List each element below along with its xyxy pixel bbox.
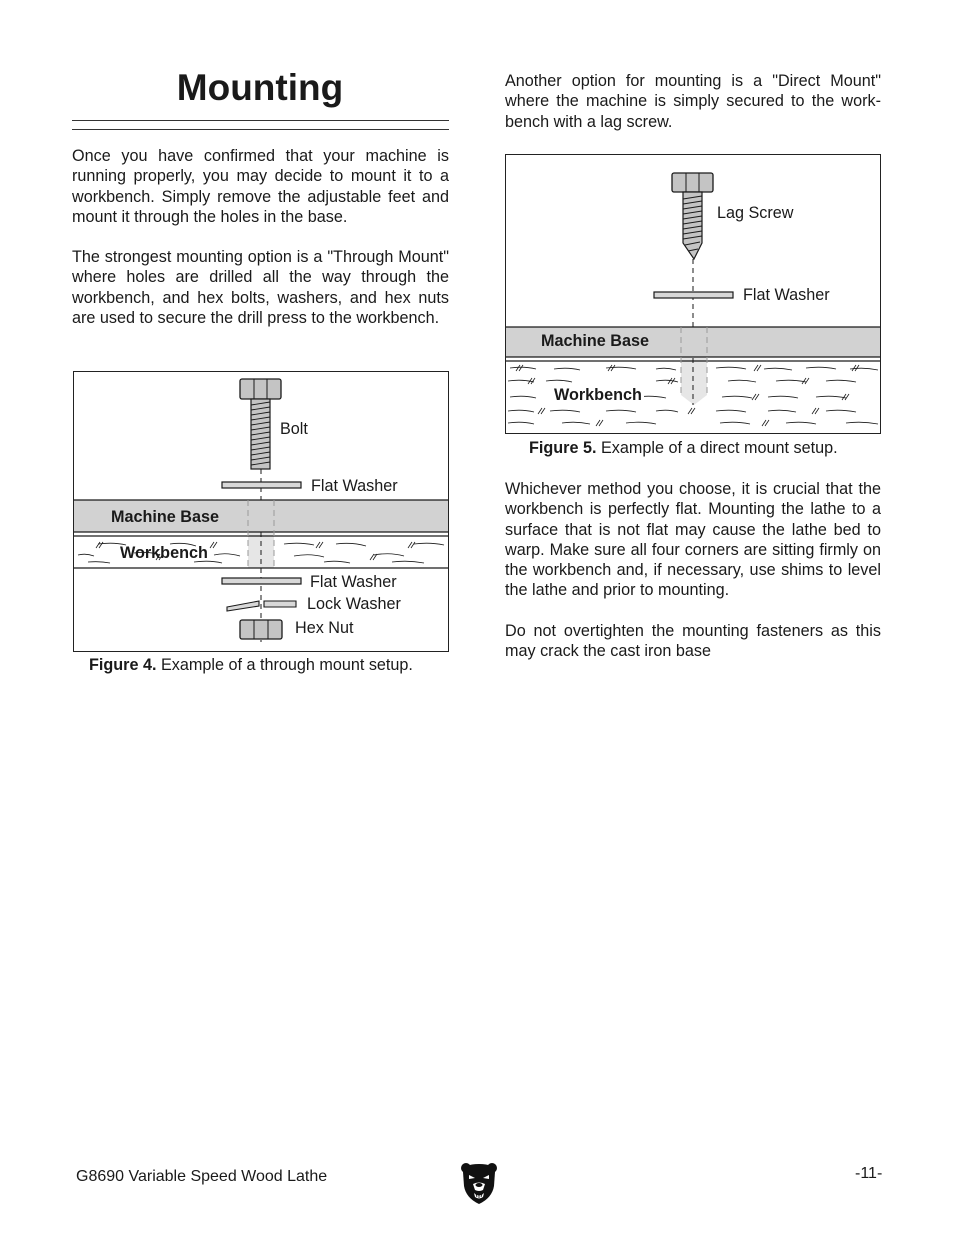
fig5-label-lag-screw: Lag Screw: [717, 204, 794, 222]
page-title: Mounting: [176, 67, 344, 108]
fig5-flat-washer: [654, 292, 733, 298]
fig4-label-machine-base: Machine Base: [111, 508, 219, 526]
figure-5-caption: [529, 438, 838, 458]
fig4-label-workbench: Workbench: [120, 544, 208, 562]
footer-model-name: G8690 Variable Speed Wood Lathe: [76, 1168, 328, 1185]
figure-5-caption-label: Figure 5.: [529, 439, 597, 457]
fig4-label-flat-washer-top: Flat Washer: [311, 477, 398, 495]
footer-page-number: -11-: [855, 1165, 883, 1182]
fig4-label-hex-nut: Hex Nut: [295, 619, 354, 637]
fig5-label-workbench: Workbench: [554, 386, 642, 404]
title-rule-top: [72, 120, 449, 121]
figure-5-direct-mount: [505, 154, 881, 434]
fig4-label-lock-washer: Lock Washer: [307, 595, 401, 613]
fig5-label-flat-washer: Flat Washer: [743, 286, 830, 304]
overtighten-warning-paragraph: Do not overtighten the mounting fasteners as this may crack the cast iron base: [505, 622, 881, 661]
flatness-paragraph: Whichever method you choose, it is crucial that the workbench is perfectly flat. Mounting the lathe to a surface that is not flat may cause the lathe bed to warp. Make sure all four corners are sitting firmly on the workbench and, if necessary, use shims to level the lathe and prior to mounting.: [505, 480, 881, 600]
fig5-lag-screw-shank: [683, 192, 702, 259]
figure-4-caption-text: Example of a through mount setup.: [156, 656, 413, 674]
title-rule-bottom: [72, 129, 449, 130]
fig4-label-bolt: Bolt: [280, 420, 308, 438]
fig4-bolt-shank: [251, 399, 270, 469]
figure-4-through-mount: [73, 371, 449, 652]
figure-5-caption-text: Example of a direct mount setup.: [596, 439, 838, 457]
fig4-flat-washer-top: [222, 482, 301, 488]
fig4-flat-washer-bottom: [222, 578, 301, 584]
bear-head-logo-icon: [459, 1162, 499, 1206]
direct-mount-paragraph: Another option for mounting is a "Direct Mount" where the machine is simply secured to the work-bench with a lag screw.: [505, 72, 881, 131]
figure-4-caption-label: Figure 4.: [89, 656, 157, 674]
fig4-bolt-head: [240, 379, 281, 399]
figure-4-caption: [89, 655, 413, 675]
fig5-lag-screw-head: [672, 173, 713, 192]
fig4-label-flat-washer-bottom: Flat Washer: [310, 573, 397, 591]
fig5-label-machine-base: Machine Base: [541, 332, 649, 350]
through-mount-paragraph: The strongest mounting option is a "Through Mount" where holes are drilled all the way through the workbench, and hex bolts, washers, and hex nuts are used to secure the drill press to the workbench.: [72, 248, 449, 327]
fig4-hex-nut: [240, 620, 282, 639]
intro-paragraph: Once you have confirmed that your machine is running properly, you may decide to mount it to a workbench. Simply remove the adjustable feet and mount it through the holes in the base.: [72, 147, 449, 226]
